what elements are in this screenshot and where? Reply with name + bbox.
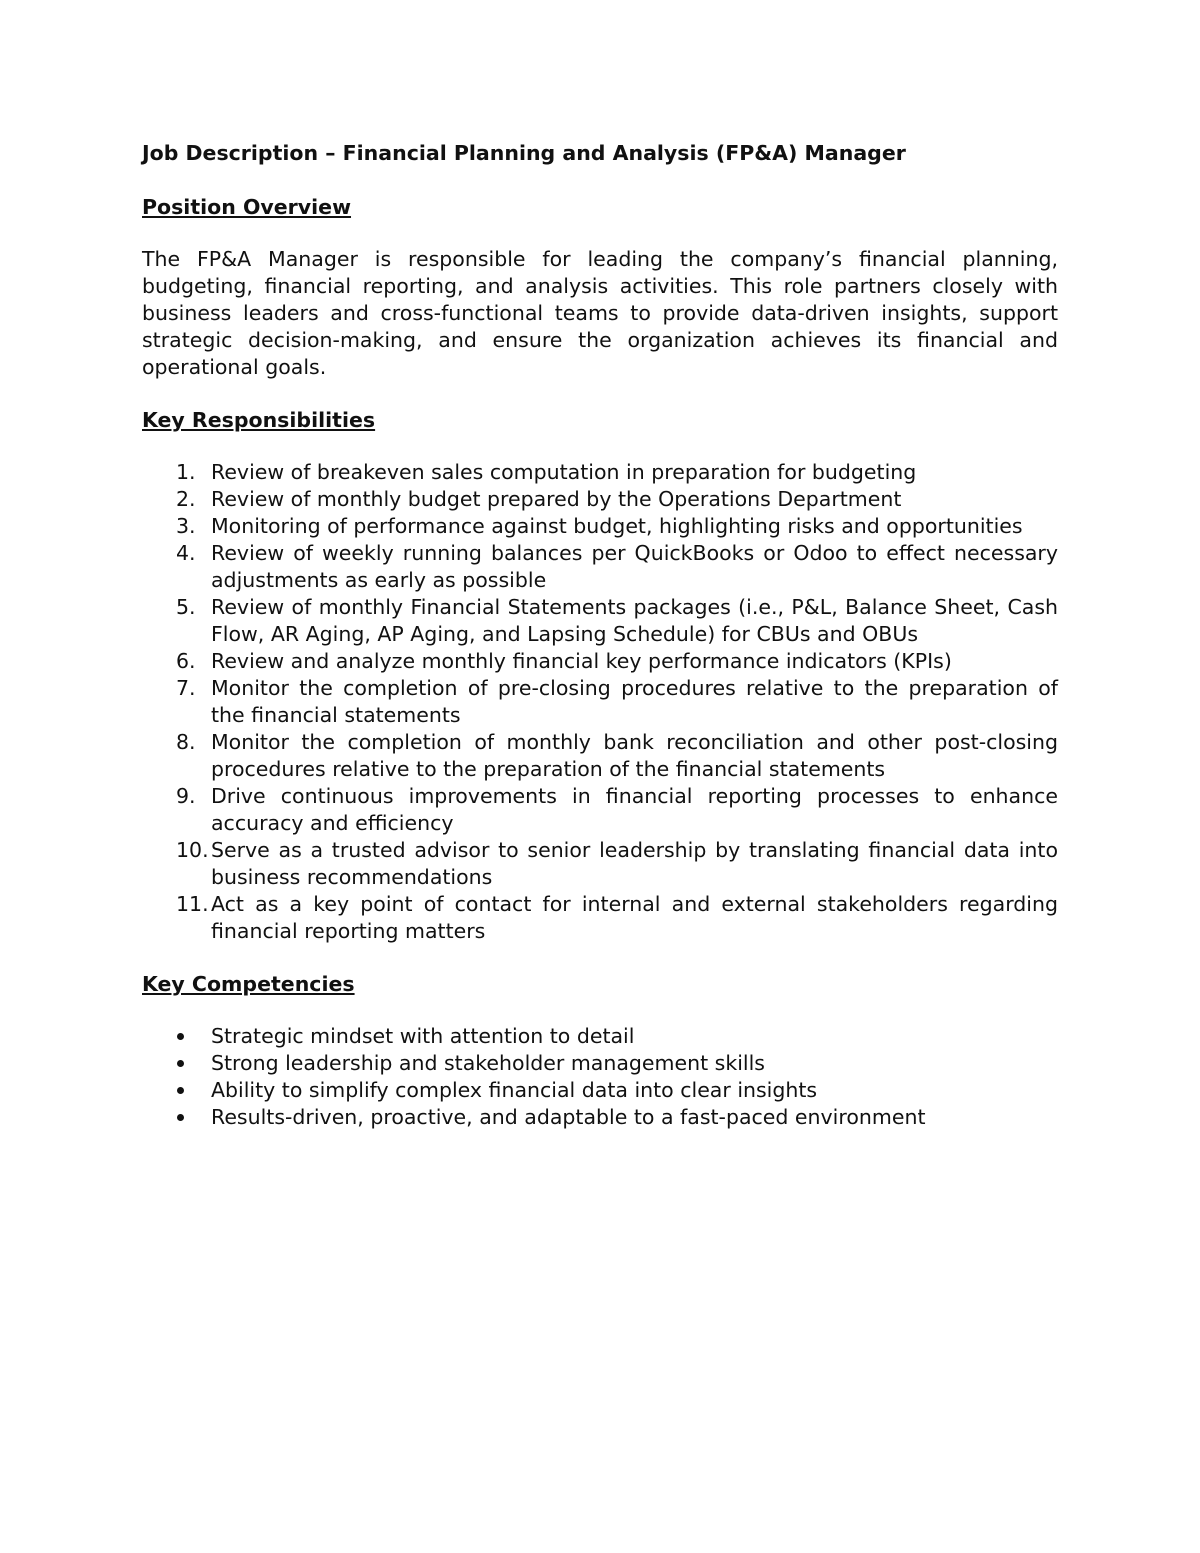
list-item-text: Review of monthly Financial Statements packages (i.e., P&L, Balance Sheet, Cash Flow, AR Aging, AP Aging, and Lapsing Schedule) for CBUs and OBUs <box>211 595 1058 646</box>
list-item <box>142 1023 1058 1050</box>
document-title: Job Description – Financial Planning and Analysis (FP&A) Manager <box>142 141 906 165</box>
position-overview-heading: Position Overview <box>142 195 352 219</box>
list-item-text: Monitoring of performance against budget, highlighting risks and opportunities <box>211 514 1023 538</box>
position-overview-paragraph: The FP&A Manager is responsible for leading the company’s financial planning, budgeting, financial reporting, and analysis activities. This role partners closely with business leaders and cross-functional teams to provide data-driven insights, support strategic decision-making, and ensure the organization achieves its financial and operational goals. <box>142 247 1058 379</box>
list-item <box>142 675 1058 729</box>
list-item-text: Ability to simplify complex financial data into clear insights <box>211 1078 818 1102</box>
list-number: 8. <box>176 730 196 754</box>
list-item <box>142 540 1058 594</box>
list-number: 6. <box>176 649 196 673</box>
list-item <box>142 837 1058 891</box>
list-item-text: Review and analyze monthly financial key performance indicators (KPIs) <box>211 649 952 673</box>
list-item-text: Review of weekly running balances per QuickBooks or Odoo to effect necessary adjustments as early as possible <box>211 541 1058 592</box>
list-item <box>142 459 1058 486</box>
list-item <box>142 729 1058 783</box>
list-item <box>142 1077 1058 1104</box>
list-item-text: Drive continuous improvements in financial reporting processes to enhance accuracy and efficiency <box>211 784 1058 835</box>
key-responsibilities-heading: Key Responsibilities <box>142 408 376 432</box>
list-item-text: Strong leadership and stakeholder management skills <box>211 1051 765 1075</box>
list-item-text: Strategic mindset with attention to detail <box>211 1024 635 1048</box>
list-item-text: Monitor the completion of monthly bank reconciliation and other post-closing procedures relative to the preparation of the financial statements <box>211 730 1058 781</box>
competencies-list <box>142 1023 1058 1131</box>
key-competencies-heading: Key Competencies <box>142 972 355 996</box>
list-number: 7. <box>176 676 196 700</box>
list-item <box>142 783 1058 837</box>
list-number: 2. <box>176 487 196 511</box>
list-item <box>142 891 1058 945</box>
list-item <box>142 1104 1058 1131</box>
list-number: 1. <box>176 460 196 484</box>
list-item <box>142 1050 1058 1077</box>
list-number: 3. <box>176 514 196 538</box>
list-item-text: Review of monthly budget prepared by the Operations Department <box>211 487 902 511</box>
list-number: 4. <box>176 541 196 565</box>
list-item-text: Review of breakeven sales computation in preparation for budgeting <box>211 460 917 484</box>
list-item-text: Results-driven, proactive, and adaptable to a fast-paced environment <box>211 1105 926 1129</box>
list-number: 11. <box>176 892 209 916</box>
list-number: 9. <box>176 784 196 808</box>
list-item <box>142 513 1058 540</box>
list-item <box>142 486 1058 513</box>
list-item-text: Act as a key point of contact for internal and external stakeholders regarding financial reporting matters <box>211 892 1058 943</box>
list-number: 5. <box>176 595 196 619</box>
list-item <box>142 594 1058 648</box>
list-number: 10. <box>176 838 209 862</box>
responsibilities-list <box>142 459 1058 945</box>
list-item-text: Monitor the completion of pre-closing procedures relative to the preparation of the financial statements <box>211 676 1058 727</box>
list-item <box>142 648 1058 675</box>
list-item-text: Serve as a trusted advisor to senior leadership by translating financial data into business recommendations <box>211 838 1058 889</box>
document-body <box>142 138 1058 1131</box>
